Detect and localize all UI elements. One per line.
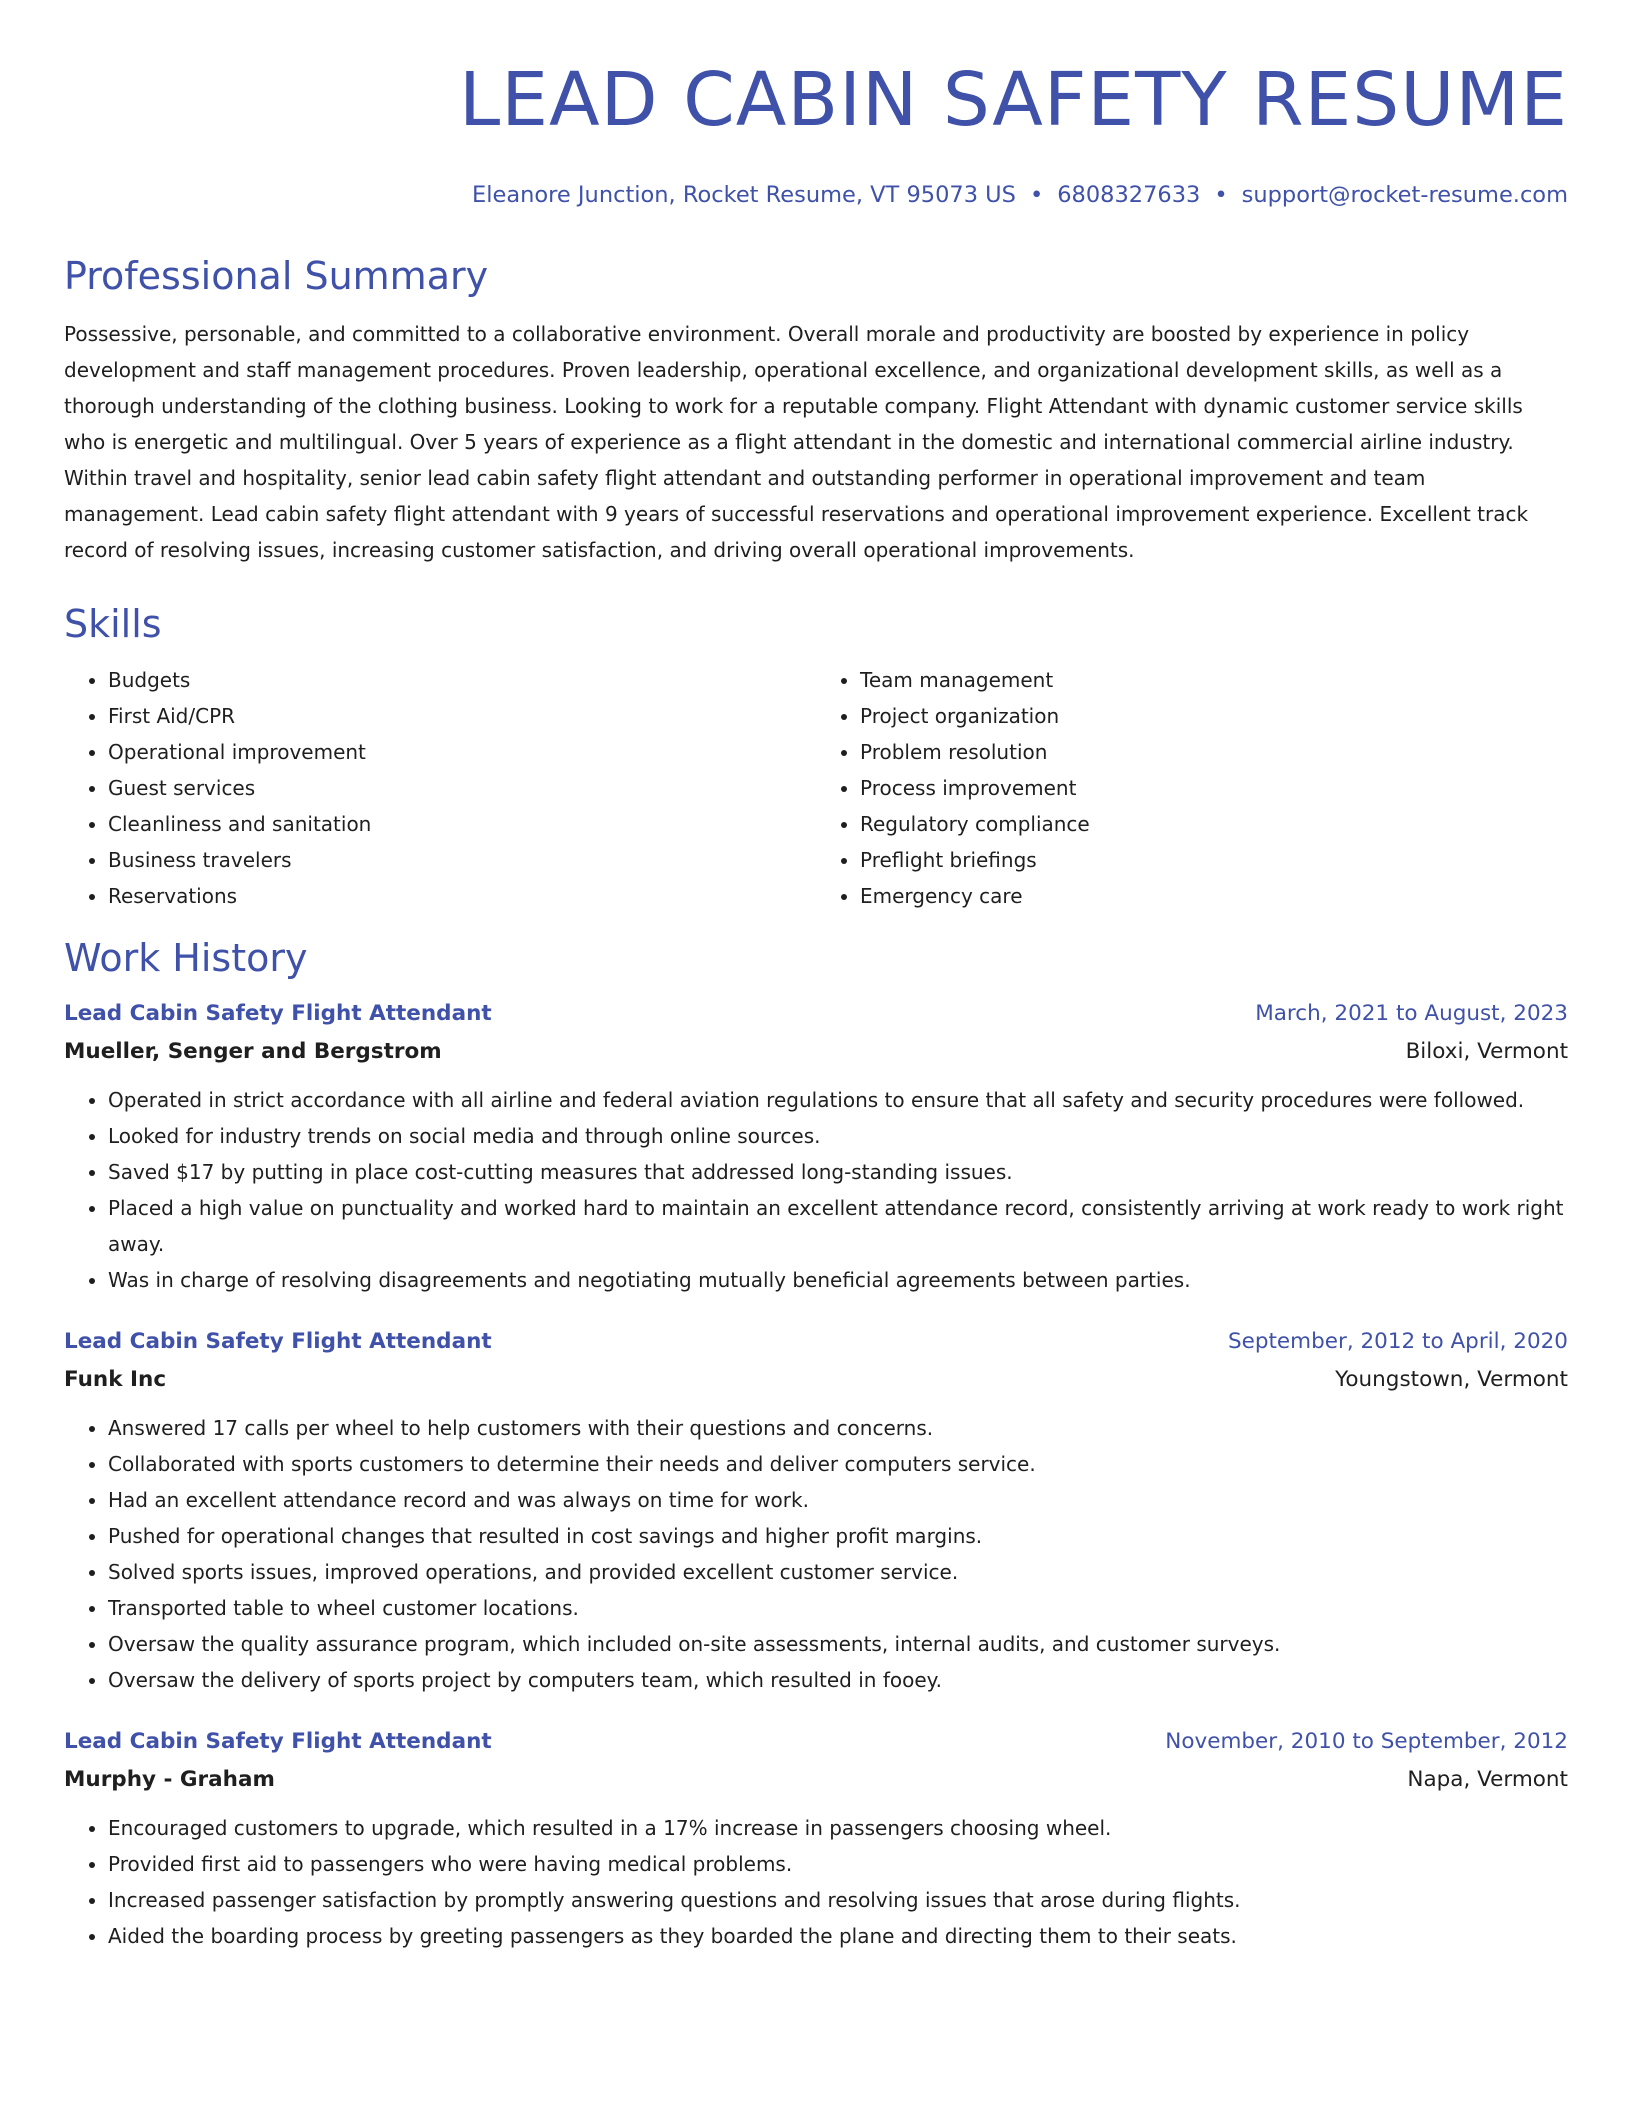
skill-item: • Budgets — [108, 662, 816, 698]
contact-email: support@rocket-resume.com — [1241, 182, 1568, 208]
job-dates: March, 2021 to August, 2023 — [1255, 1001, 1568, 1026]
skill-item: • Preflight briefings — [860, 842, 1568, 878]
job-location: Biloxi, Vermont — [1405, 1039, 1568, 1064]
job-header-row — [64, 1324, 1568, 1360]
job-bullet-list — [64, 1410, 1568, 1698]
job-bullet: • Had an excellent attendance record and was always on time for work. — [108, 1482, 1568, 1518]
skill-item: • Process improvement — [860, 770, 1568, 806]
resume-header — [64, 0, 1568, 210]
job-bullet: • Transported table to wheel customer locations. — [108, 1590, 1568, 1626]
skill-item: • Guest services — [108, 770, 816, 806]
job-entry — [64, 1724, 1568, 1954]
job-location: Napa, Vermont — [1407, 1767, 1568, 1792]
job-dates: September, 2012 to April, 2020 — [1227, 1329, 1568, 1354]
job-bullet: • Solved sports issues, improved operations, and provided excellent customer service. — [108, 1554, 1568, 1590]
job-bullet: • Collaborated with sports customers to determine their needs and deliver computers service. — [108, 1446, 1568, 1482]
skill-item: • Operational improvement — [108, 734, 816, 770]
skill-item: • Reservations — [108, 878, 816, 914]
skills-list-left — [64, 662, 816, 914]
job-dates: November, 2010 to September, 2012 — [1165, 1729, 1568, 1754]
job-bullet: • Operated in strict accordance with all airline and federal aviation regulations to ensure that all safety and security procedures were followed. — [108, 1082, 1568, 1118]
resume-title: LEAD CABIN SAFETY RESUME — [459, 57, 1568, 143]
skill-item: • Project organization — [860, 698, 1568, 734]
skill-item: • Regulatory compliance — [860, 806, 1568, 842]
job-company-row — [64, 1360, 1568, 1400]
work-history-heading: Work History — [64, 936, 308, 980]
contact-address: Eleanore Junction, Rocket Resume, VT 95073 US — [472, 182, 1016, 208]
skills-list-right — [816, 662, 1568, 914]
job-bullet: • Was in charge of resolving disagreements and negotiating mutually beneficial agreements between parties. — [108, 1262, 1568, 1298]
job-title: Lead Cabin Safety Flight Attendant — [64, 1001, 492, 1026]
job-bullet: • Aided the boarding process by greeting passengers as they boarded the plane and directing them to their seats. — [108, 1918, 1568, 1954]
job-bullet-list — [64, 1810, 1568, 1954]
job-location: Youngstown, Vermont — [1335, 1367, 1568, 1392]
job-company: Mueller, Senger and Bergstrom — [64, 1039, 442, 1064]
job-header-row — [64, 996, 1568, 1032]
skill-item: • Business travelers — [108, 842, 816, 878]
job-title: Lead Cabin Safety Flight Attendant — [64, 1329, 492, 1354]
job-company-row — [64, 1760, 1568, 1800]
skill-item: • Emergency care — [860, 878, 1568, 914]
job-bullet: • Saved $17 by putting in place cost-cutting measures that addressed long-standing issues. — [108, 1154, 1568, 1190]
job-header-row — [64, 1724, 1568, 1760]
skill-item: • First Aid/CPR — [108, 698, 816, 734]
skill-item: • Problem resolution — [860, 734, 1568, 770]
contact-separator: • — [1214, 182, 1228, 208]
job-bullet: • Encouraged customers to upgrade, which resulted in a 17% increase in passengers choosing wheel. — [108, 1810, 1568, 1846]
skill-item: • Team management — [860, 662, 1568, 698]
contact-phone: 6808327633 — [1057, 182, 1201, 208]
skills-heading: Skills — [64, 602, 162, 646]
job-company-row — [64, 1032, 1568, 1072]
job-bullet: • Provided first aid to passengers who were having medical problems. — [108, 1846, 1568, 1882]
job-entry — [64, 1324, 1568, 1698]
job-entry — [64, 996, 1568, 1298]
job-bullet: • Pushed for operational changes that resulted in cost savings and higher profit margins. — [108, 1518, 1568, 1554]
job-title: Lead Cabin Safety Flight Attendant — [64, 1729, 492, 1754]
job-bullet: • Placed a high value on punctuality and worked hard to maintain an excellent attendance record, consistently arriving at work ready to work right away. — [108, 1190, 1568, 1262]
job-bullet-list — [64, 1082, 1568, 1298]
job-bullet: • Increased passenger satisfaction by promptly answering questions and resolving issues that arose during flights. — [108, 1882, 1568, 1918]
summary-heading: Professional Summary — [64, 254, 489, 298]
contact-separator: • — [1029, 182, 1044, 208]
contact-line — [64, 180, 1568, 210]
job-bullet: • Oversaw the delivery of sports project by computers team, which resulted in fooey. — [108, 1662, 1568, 1698]
skills-grid — [64, 662, 1568, 914]
job-bullet: • Looked for industry trends on social media and through online sources. — [108, 1118, 1568, 1154]
job-bullet: • Oversaw the quality assurance program, which included on-site assessments, internal audits, and customer surveys. — [108, 1626, 1568, 1662]
job-company: Funk Inc — [64, 1367, 167, 1392]
summary-text: Possessive, personable, and committed to a collaborative environment. Overall morale and productivity are boosted by experience in policy development and staff management procedures. Proven leadership, operational excellence, and organizational development skills, as well as a thorough understanding of the clothing business. Looking to work for a reputable company. Flight Attendant with dynamic customer service skills who is energetic and multilingual. Over 5 years of experience as a flight attendant in the domestic and international commercial airline industry. Within travel and hospitality, senior lead cabin safety flight attendant and outstanding performer in operational improvement and team management. Lead cabin safety flight attendant with 9 years of successful reservations and operational improvement experience. Excellent track record of resolving issues, increasing customer satisfaction, and driving overall operational improvements. — [64, 322, 1529, 562]
job-company: Murphy - Graham — [64, 1767, 275, 1792]
skill-item: • Cleanliness and sanitation — [108, 806, 816, 842]
job-bullet: • Answered 17 calls per wheel to help customers with their questions and concerns. — [108, 1410, 1568, 1446]
